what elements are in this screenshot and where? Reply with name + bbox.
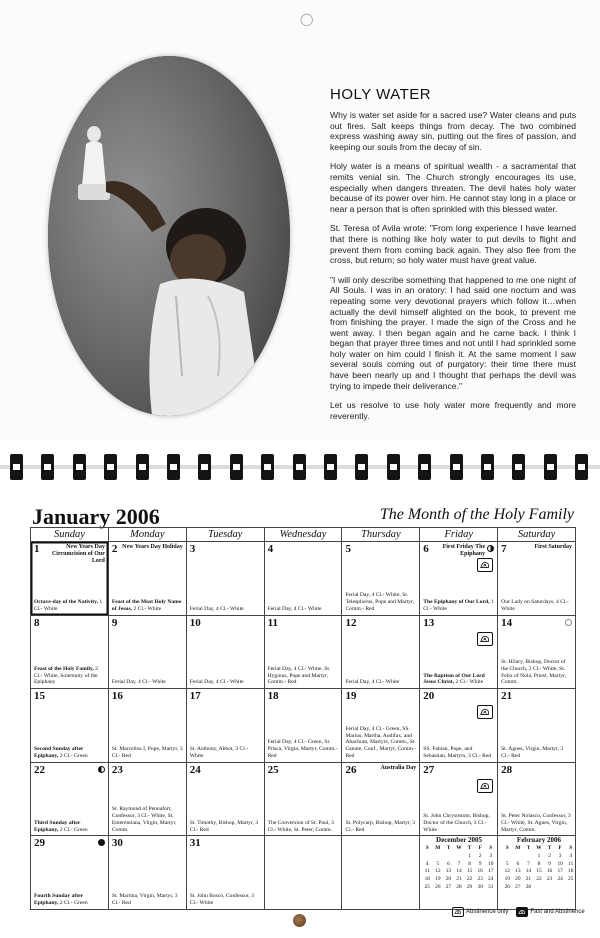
day-cell-10[interactable]	[187, 616, 265, 690]
mini-day: 9	[548, 860, 551, 867]
binding-coil	[355, 454, 368, 480]
mini-day: 21	[525, 876, 532, 883]
feast-detail: Ferial Day, 4 Cl.- White, St. Hyginus, Pope and Martyr, Comm.- Red	[267, 665, 331, 686]
day-cell-30[interactable]	[109, 836, 187, 910]
binding-coil	[41, 454, 54, 480]
binding-coil	[544, 454, 557, 480]
binding-coil	[136, 454, 149, 480]
mini-day	[454, 853, 465, 861]
feast-detail: St. John Bosco, Confessor, 3 Cl.- White	[189, 893, 254, 907]
day-number: 23	[111, 763, 123, 776]
day-feast	[112, 679, 184, 686]
feast-detail: SS. Fabian, Pope, and Sebastian, Martyrs, 3 Cl.- Red	[423, 746, 492, 759]
mini-day: 17	[557, 868, 563, 875]
mini-day: 10	[488, 860, 494, 867]
day-number: 4	[267, 543, 274, 555]
feast-detail: St. Raymond of Pennafort, Confessor, 3 Cl.- White, St. Emerentiana, Virgin, Martyr, Comm.	[111, 806, 177, 833]
article-paragraph: St. Teresa of Avila wrote: "From long experience I have learned that there is nothing like holy water to put devils to flight and prevent them from coming back again. They also flee from the cross, but return; so holy water must have great value.	[330, 223, 576, 266]
mini-day: 26	[435, 883, 441, 890]
article-paragraph: Why is water set aside for a sacred use? Water cleans and puts out fires. Salt keeps things from decay. The two combined express washing away sin, putting out the fires of passion, and keeping our souls from the decay of sin.	[330, 110, 576, 152]
day-cell-20[interactable]	[420, 689, 498, 763]
moon-phase-icon	[565, 619, 572, 626]
mini-weekday: T	[467, 845, 472, 851]
feast-detail: Ferial Day, 4 Cl.- White	[189, 679, 244, 686]
legend-abstinence-only: Abstinence only	[466, 909, 509, 915]
day-observance: First Saturday	[534, 544, 573, 550]
binding-coil	[512, 454, 525, 480]
mini-weekday: S	[425, 845, 429, 851]
day-cell-14[interactable]	[498, 616, 576, 690]
day-feast	[190, 893, 262, 907]
day-number: 7	[501, 543, 507, 555]
mini-calendar-title: February 2006	[516, 836, 562, 844]
binding-coil	[167, 454, 180, 480]
day-observance: Australia Day	[380, 764, 417, 771]
mini-day: 18	[568, 868, 574, 875]
day-feast	[268, 666, 340, 686]
feast-detail: Ferial Day, 4 Cl.- Green, SS. Marius, Martha, Audifax, and Abachum, Martyrs, Comm., St. Canute, Conf., Martyr, Comm.- Red	[345, 725, 417, 759]
day-cell-1[interactable]	[31, 542, 109, 616]
day-number: 14	[501, 616, 513, 629]
week-row	[31, 689, 576, 763]
feast-name: The Epiphany of Our Lord,	[423, 599, 490, 605]
day-feast	[501, 813, 573, 833]
day-cell-26[interactable]	[342, 763, 420, 837]
mini-day: 14	[525, 868, 532, 875]
day-feast	[34, 820, 106, 834]
mini-weekday: M	[515, 845, 521, 851]
weekday-header: Wednesday	[265, 528, 343, 542]
hanging-hole-bottom	[293, 914, 306, 927]
mini-calendar-grid	[422, 845, 496, 892]
day-cell-22[interactable]	[31, 763, 109, 837]
day-number: 29	[34, 837, 45, 850]
mini-day: 16	[477, 868, 483, 875]
day-cell-7[interactable]	[498, 542, 576, 616]
feast-detail: St. Anthony, Abbot, 3 Cl.- White	[189, 746, 249, 759]
weekday-header: Friday	[420, 528, 498, 542]
feast-detail: 2 Cl.- Green	[59, 752, 88, 759]
binding-coil	[261, 454, 274, 480]
calendar-month-title: January 2006	[32, 504, 160, 529]
top-page	[0, 0, 600, 440]
feast-detail: St. Timothy, Bishop, Martyr, 3 Cl.- Red	[189, 819, 259, 833]
mini-day: 8	[468, 860, 471, 867]
mini-weekday: T	[547, 845, 552, 851]
mini-day: 15	[466, 868, 473, 875]
day-number: 6	[423, 543, 429, 555]
mini-day: 11	[568, 860, 574, 867]
day-cell-24[interactable]	[187, 763, 265, 837]
day-number: 11	[267, 616, 278, 629]
article-paragraph: "I will only describe something that happened to me one night of All Souls. I was in an oratory: I had said one nocturn and was repeating some very devotional prayers which follow it…when actually the devil himself alighted on the book, to prevent me from finishing the prayer. I made the sign of the Cross and he went away. I then began again and he came back. I think I began that prayer three times and not until I had sprinkled some holy water on him could I finish it. At the same moment I saw several souls coming out of purgatory: their time there must have been nearly up and I thought that perhaps the devil was trying to impede their deliverance."	[330, 274, 576, 391]
abstinence-icon	[477, 705, 493, 719]
mini-day: 25	[424, 883, 430, 890]
mini-day: 20	[445, 876, 452, 883]
hanging-hole: ◯	[300, 12, 314, 26]
mini-day: 9	[478, 860, 482, 867]
mini-weekday: F	[478, 845, 482, 851]
day-feast	[423, 599, 495, 613]
spiral-binding	[0, 446, 600, 486]
mini-weekday: T	[526, 845, 531, 851]
day-feast	[34, 599, 106, 613]
mini-day: 2	[478, 852, 482, 859]
day-feast	[423, 673, 495, 687]
mini-day: 3	[489, 852, 493, 859]
mini-day: 10	[557, 860, 563, 867]
day-number: 2	[111, 543, 118, 555]
legend	[452, 907, 593, 917]
day-number: 21	[501, 690, 513, 703]
mini-weekday: S	[569, 845, 573, 851]
day-cell-17[interactable]	[187, 689, 265, 763]
feast-detail: St. Agnes, Virgin, Martyr, 3 Cl.- Red	[501, 746, 564, 759]
mini-day: 24	[488, 876, 494, 883]
day-number: 25	[267, 763, 279, 776]
day-number: 8	[34, 616, 40, 629]
empty-day-cell	[265, 836, 343, 910]
day-feast	[190, 820, 262, 834]
day-cell-18[interactable]	[265, 689, 343, 763]
article-paragraph: Holy water is a means of spiritual wealth - a sacramental that remits venial sin. The Church strongly encourages its use, especially when dangers threaten. The devil hates holy water because of its power over him. He cannot stay long in a place or near a person that is often sprinkled with this blessed water.	[330, 161, 576, 214]
moon-phase-icon	[487, 545, 494, 552]
day-cell-28[interactable]	[498, 763, 576, 837]
feast-name: Fourth Sunday after Epiphany,	[34, 893, 84, 907]
feast-name: Feast of the Holy Family,	[34, 665, 94, 672]
mini-weekday: S	[505, 845, 509, 851]
mini-day: 4	[569, 852, 573, 859]
day-number: 1	[34, 543, 40, 555]
calendar-month-theme: The Month of the Holy Family	[379, 506, 574, 523]
mini-day: 23	[477, 876, 483, 883]
feast-detail: Ferial Day, 4 Cl.- Green, St. Prisca, Virgin, Martyr, Comm.- Red	[267, 739, 338, 759]
day-feast	[345, 679, 417, 686]
day-number: 3	[189, 543, 196, 555]
day-feast	[345, 820, 417, 834]
day-feast	[190, 746, 262, 760]
mini-day: 15	[536, 868, 542, 875]
day-feast	[112, 893, 184, 907]
mini-day: 18	[424, 876, 430, 883]
mini-weekday: M	[435, 845, 441, 851]
binding-coil	[10, 454, 23, 480]
mini-day: 12	[504, 868, 510, 875]
mini-calendar-grid	[502, 845, 576, 892]
mini-day: 20	[515, 876, 521, 883]
day-cell-2[interactable]	[109, 542, 187, 616]
day-feast	[268, 820, 340, 834]
day-feast	[268, 739, 340, 759]
day-observance: New Years Day Holiday	[122, 544, 183, 550]
mini-day: 19	[504, 876, 510, 883]
feast-detail: 2 Cl.- White	[455, 679, 484, 686]
day-feast	[423, 813, 495, 833]
day-cell-5[interactable]	[342, 542, 420, 616]
day-cell-9[interactable]	[109, 616, 187, 690]
abstinence-icon	[477, 632, 493, 646]
feast-detail: 2 Cl.- Green	[59, 826, 88, 833]
day-cell-11[interactable]	[265, 616, 343, 690]
day-feast	[501, 599, 573, 613]
day-number: 9	[111, 616, 118, 629]
mini-weekday: W	[456, 845, 462, 851]
mini-day: 3	[558, 852, 562, 859]
day-number: 12	[345, 616, 357, 629]
day-feast	[34, 666, 106, 686]
day-number: 27	[423, 763, 435, 776]
day-feast	[190, 679, 262, 686]
mini-calendar-title: December 2005	[436, 836, 482, 844]
article-paragraph: Let us resolve to use holy water more frequently and more reverently.	[330, 400, 576, 421]
binding-coil	[418, 454, 431, 480]
mini-weekday: S	[489, 845, 493, 851]
mini-day: 4	[425, 860, 429, 867]
week-row	[31, 542, 576, 616]
mini-weekday: T	[446, 845, 451, 851]
day-number: 30	[111, 837, 123, 850]
mini-day: 26	[504, 883, 510, 890]
feast-detail: 1 Cl.- White	[34, 599, 103, 612]
mini-day: 1	[537, 852, 541, 859]
feast-detail: St. John Chrysostom, Bishop, Doctor of the Church, 3 Cl.- White	[423, 812, 490, 833]
mini-day: 17	[488, 868, 494, 875]
day-cell-6[interactable]	[420, 542, 498, 616]
binding-coil	[198, 454, 211, 480]
day-feast	[34, 746, 106, 760]
day-feast	[268, 606, 340, 613]
feast-detail: St. Hilary, Bishop, Doctor of the Church, 3 Cl.- White, St. Felix of Nola, Priest, Martyr, Comm.	[501, 659, 567, 686]
empty-day-cell	[342, 836, 420, 910]
feast-name: The Baptism of Our Lord Jesus Christ,	[423, 672, 485, 686]
day-cell-31[interactable]	[187, 836, 265, 910]
day-number: 24	[189, 763, 201, 776]
day-feast	[345, 592, 417, 612]
binding-coil	[481, 454, 494, 480]
mini-day: 19	[435, 876, 441, 883]
week-row	[31, 763, 576, 837]
mini-day: 29	[466, 883, 473, 890]
binding-coil	[387, 454, 400, 480]
day-number: 19	[345, 690, 357, 703]
legend-fast-and-abstinence: Fast and Abstinence	[530, 909, 585, 915]
binding-coil	[73, 454, 86, 480]
feast-detail: Our Lady on Saturdays, 4 Cl.- White	[501, 599, 569, 612]
mini-weekday: F	[558, 845, 562, 851]
mini-day	[513, 853, 524, 861]
day-cell-16[interactable]	[109, 689, 187, 763]
day-number: 13	[423, 616, 435, 629]
day-cell-29[interactable]	[31, 836, 109, 910]
mini-day: 6	[447, 860, 450, 867]
feast-detail: Ferial Day, 4 Cl.- White, St. Telesphorus, Pope and Martyr, Comm.- Red	[345, 592, 414, 612]
day-feast	[345, 726, 417, 760]
feast-detail: 2 Cl.- White, Solemnity of the Epiphany	[34, 665, 99, 686]
article	[330, 86, 576, 430]
binding-coil	[575, 454, 588, 480]
feast-detail: 2 Cl.- White	[133, 605, 162, 612]
mini-day: 14	[456, 868, 462, 875]
binding-coil	[104, 454, 117, 480]
mini-day: 16	[546, 868, 553, 875]
day-number: 5	[345, 543, 351, 555]
weekday-header: Saturday	[498, 528, 576, 542]
day-cell-3[interactable]	[187, 542, 265, 616]
mini-day: 31	[488, 883, 494, 890]
binding-coil	[230, 454, 243, 480]
feast-name: Second Sunday after Epiphany,	[34, 746, 84, 759]
feast-detail: The Conversion of St. Paul, 3 Cl.- White, St. Peter, Comm.	[267, 819, 334, 833]
mini-day	[523, 853, 534, 861]
mini-day: 13	[445, 868, 452, 875]
mini-day: 22	[466, 876, 473, 883]
mini-day: 28	[456, 883, 462, 890]
day-cell-21[interactable]	[498, 689, 576, 763]
day-number: 15	[34, 690, 45, 703]
day-cell-12[interactable]	[342, 616, 420, 690]
moon-phase-icon	[98, 839, 105, 846]
day-number: 16	[111, 690, 123, 703]
mini-calendar	[422, 836, 496, 908]
mini-day: 7	[457, 860, 461, 867]
feast-name: Octave-day of the Nativity,	[34, 599, 99, 605]
day-cell-13[interactable]	[420, 616, 498, 690]
feast-detail: Ferial Day, 4 Cl.- White	[267, 605, 322, 612]
day-feast	[501, 659, 573, 686]
mini-day: 8	[537, 860, 541, 867]
feast-name: Third Sunday after Epiphany,	[34, 819, 81, 833]
day-cell-15[interactable]	[31, 689, 109, 763]
mini-day: 25	[568, 876, 574, 883]
weekday-header: Sunday	[31, 528, 109, 542]
weekday-header: Tuesday	[187, 528, 265, 542]
feast-detail: Ferial Day, 4 Cl.- White	[189, 605, 244, 612]
mini-day: 22	[536, 876, 542, 883]
mini-day	[502, 853, 513, 861]
mini-day: 2	[548, 852, 551, 859]
day-cell-8[interactable]	[31, 616, 109, 690]
feast-detail: St. Martina, Virgin, Martyr, 3 Cl.- Red	[111, 893, 178, 907]
feast-detail: St. Peter Nolasco, Confessor, 3 Cl.- White, St. Agnes, Virgin, Martyr, Comm.	[501, 812, 571, 833]
mini-day	[433, 853, 444, 861]
day-cell-25[interactable]	[265, 763, 343, 837]
day-number: 22	[34, 763, 45, 776]
abstinence-icon	[477, 779, 493, 793]
mini-day	[443, 853, 454, 861]
weekday-header: Thursday	[342, 528, 420, 542]
day-feast	[190, 606, 262, 613]
mini-day: 21	[456, 876, 462, 883]
mini-day: 30	[477, 883, 483, 890]
day-number: 17	[189, 690, 201, 703]
mini-day: 11	[424, 868, 430, 875]
day-number: 18	[267, 690, 279, 703]
week-row	[31, 616, 576, 690]
day-feast	[423, 746, 495, 760]
weekday-header: Monday	[109, 528, 187, 542]
mini-day: 5	[505, 860, 509, 867]
fast-and-abstinence-icon	[516, 907, 528, 917]
photo-illustration	[48, 56, 290, 416]
mini-weekday: W	[536, 845, 542, 851]
day-feast	[34, 893, 106, 907]
day-number: 28	[501, 763, 513, 776]
mini-day: 27	[445, 883, 452, 890]
day-feast	[112, 746, 184, 760]
day-number: 10	[189, 616, 201, 629]
mini-day	[422, 853, 433, 861]
mini-calendar	[502, 836, 576, 908]
mini-day: 1	[468, 852, 471, 859]
mini-day: 7	[527, 860, 530, 867]
day-observance: First Friday The Epiphany	[442, 544, 486, 557]
mini-day: 23	[546, 876, 553, 883]
mini-day: 6	[516, 860, 520, 867]
photo-boy-holy-water-font	[48, 56, 290, 416]
weekday-header-row	[31, 528, 576, 542]
abstinence-icon	[477, 558, 493, 572]
moon-phase-icon	[98, 766, 105, 773]
day-cell-19[interactable]	[342, 689, 420, 763]
feast-detail: Ferial Day, 4 Cl.- White	[345, 679, 400, 686]
binding-coil	[293, 454, 306, 480]
day-observance: New Years Day Circumcision of Our Lord	[51, 544, 105, 564]
day-feast	[112, 806, 184, 833]
binding-coil	[450, 454, 463, 480]
feast-detail: 1 Cl.- White	[423, 599, 494, 612]
binding-coil	[324, 454, 337, 480]
day-number: 20	[423, 690, 435, 703]
mini-day: 28	[525, 883, 532, 890]
feast-detail: Ferial Day, 4 Cl.- White	[111, 679, 166, 686]
mini-day: 5	[436, 860, 440, 867]
day-feast	[112, 599, 184, 613]
day-cell-4[interactable]	[265, 542, 343, 616]
mini-day: 13	[515, 868, 521, 875]
day-feast	[501, 746, 573, 760]
feast-detail: St. Marcellus I, Pope, Martyr, 3 Cl.- Red	[111, 746, 183, 759]
mini-day: 27	[515, 883, 521, 890]
feast-name: Feast of the Most Holy Name of Jesus,	[111, 599, 182, 612]
mini-calendars	[422, 836, 576, 908]
mini-day: 12	[435, 868, 441, 875]
feast-detail: St. Polycarp, Bishop, Martyr, 3 Cl.- Red	[345, 819, 416, 833]
abstinence-icon	[452, 907, 464, 917]
day-cell-27[interactable]	[420, 763, 498, 837]
mini-day: 24	[557, 876, 563, 883]
article-title: HOLY WATER	[330, 86, 432, 103]
day-number: 26	[345, 763, 357, 776]
day-number: 31	[189, 837, 201, 850]
feast-detail: 2 Cl.- Green	[59, 900, 88, 907]
day-cell-23[interactable]	[109, 763, 187, 837]
